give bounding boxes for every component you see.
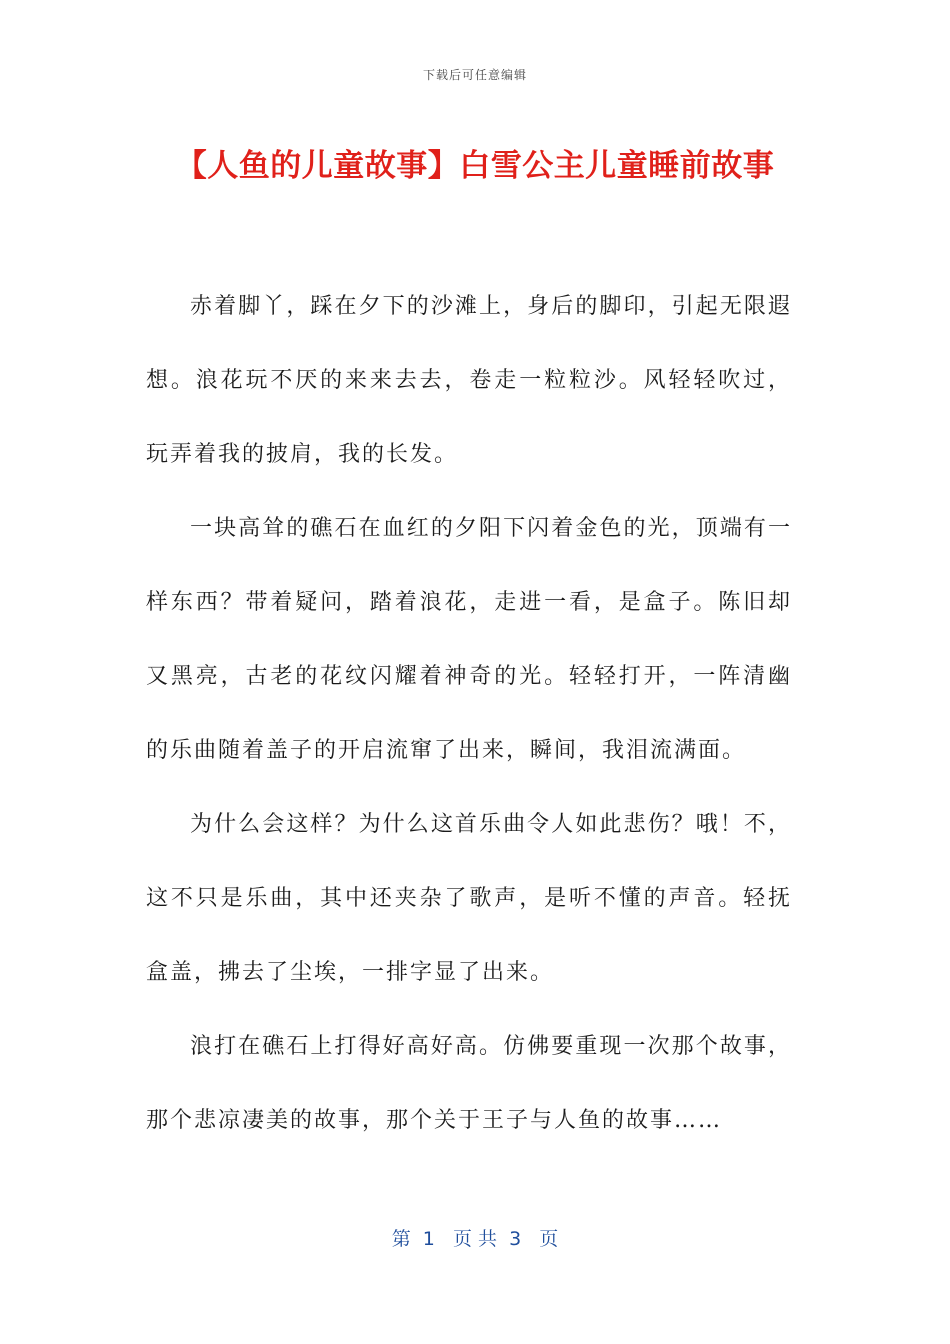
document-body: [146, 270, 792, 1158]
paragraph-4: 浪打在礁石上打得好高好高。仿佛要重现一次那个故事，那个悲凉凄美的故事，那个关于王子与人鱼的故事……: [146, 1034, 792, 1133]
page-number-footer: 第 1 页 共 3 页: [391, 1228, 559, 1250]
header-note: 下载后可任意编辑: [422, 68, 527, 82]
document-title: 【人鱼的儿童故事】白雪公主儿童睡前故事: [175, 148, 775, 184]
paragraph-2: 一块高耸的礁石在血红的夕阳下闪着金色的光，顶端有一样东西？带着疑问，踏着浪花，走进一看，是盒子。陈旧却又黑亮，古老的花纹闪耀着神奇的光。轻轻打开，一阵清幽的乐曲随着盖子的开启流窜了出来，瞬间，我泪流满面。: [146, 516, 792, 763]
paragraph-1: 赤着脚丫，踩在夕下的沙滩上，身后的脚印，引起无限遐想。浪花玩不厌的来来去去，卷走一粒粒沙。风轻轻吹过，玩弄着我的披肩，我的长发。: [146, 294, 792, 467]
paragraph-3: 为什么会这样？为什么这首乐曲令人如此悲伤？哦！不，这不只是乐曲，其中还夹杂了歌声，是听不懂的声音。轻抚盒盖，拂去了尘埃，一排字显了出来。: [146, 812, 792, 985]
